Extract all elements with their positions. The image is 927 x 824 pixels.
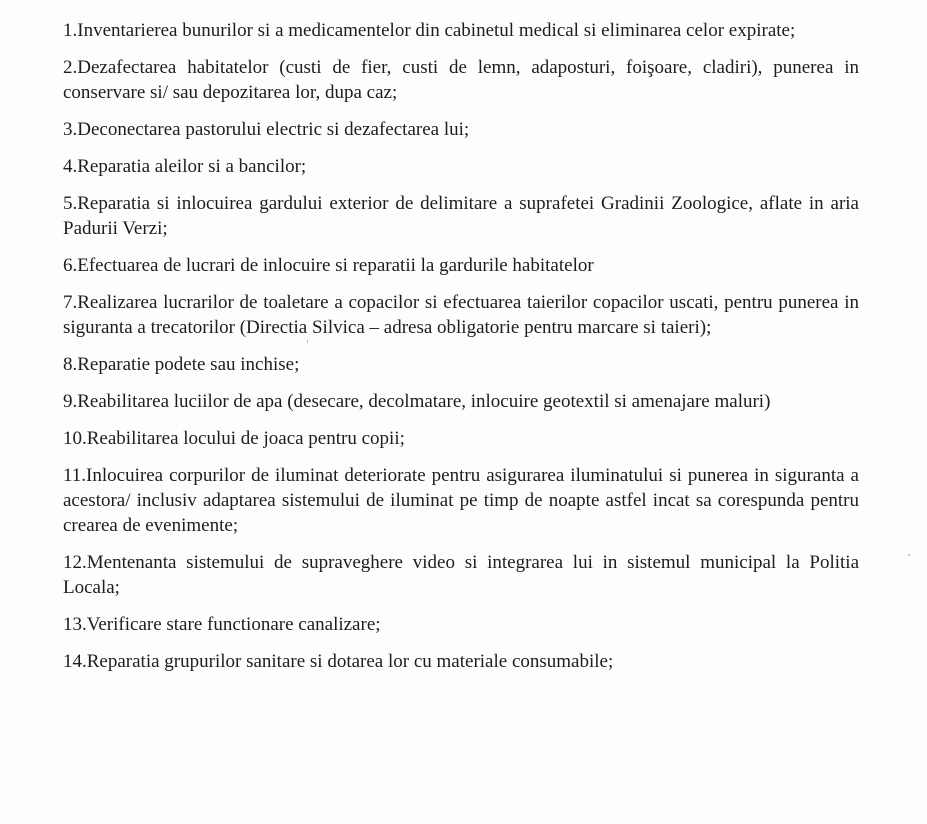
list-item: 8.Reparatie podete sau inchise;	[63, 354, 300, 375]
list-item: 12.Mentenanta sistemului de supraveghere video si integrarea lui in sistemul municipal la Politia Locala;	[63, 552, 859, 598]
list-item: 14.Reparatia grupurilor sanitare si dotarea lor cu materiale consumabile;	[63, 651, 614, 672]
list-item: 9.Reabilitarea luciilor de apa (desecare, decolmatare, inlocuire geotextil si amenajare maluri)	[63, 391, 771, 412]
list-item: 11.Inlocuirea corpurilor de iluminat deteriorate pentru asigurarea iluminatului si punerea in siguranta a acestora/ inclusiv adaptarea sistemului de iluminat pe timp de noapte astfel incat sa corespunda pentru crearea de evenimente;	[63, 465, 859, 536]
list-item: 2.Dezafectarea habitatelor (custi de fier, custi de lemn, adaposturi, foişoare, cladiri), punerea in conservare si/ sau depozitarea lor, dupa caz;	[63, 57, 859, 103]
scan-speck	[307, 340, 308, 343]
list-item: 7.Realizarea lucrarilor de toaletare a copacilor si efectuarea taierilor copacilor uscati, pentru punerea in siguranta a trecatorilor (Directia Silvica – adresa obligatorie pentru marcare si taieri);	[63, 292, 859, 338]
list-item: 5.Reparatia si inlocuirea gardului exterior de delimitare a suprafetei Gradinii Zoologice, aflate in aria Padurii Verzi;	[63, 193, 859, 239]
list-item: 3.Deconectarea pastorului electric si dezafectarea lui;	[63, 119, 470, 140]
list-item: 10.Reabilitarea locului de joaca pentru copii;	[63, 428, 405, 449]
list-item: 1.Inventarierea bunurilor si a medicamentelor din cabinetul medical si eliminarea celor expirate;	[63, 20, 796, 41]
task-list	[63, 18, 859, 674]
scan-speck	[908, 554, 910, 556]
list-item: 4.Reparatia aleilor si a bancilor;	[63, 156, 307, 177]
list-item: 6.Efectuarea de lucrari de inlocuire si reparatii la gardurile habitatelor	[63, 255, 594, 276]
list-item: 13.Verificare stare functionare canalizare;	[63, 614, 381, 635]
